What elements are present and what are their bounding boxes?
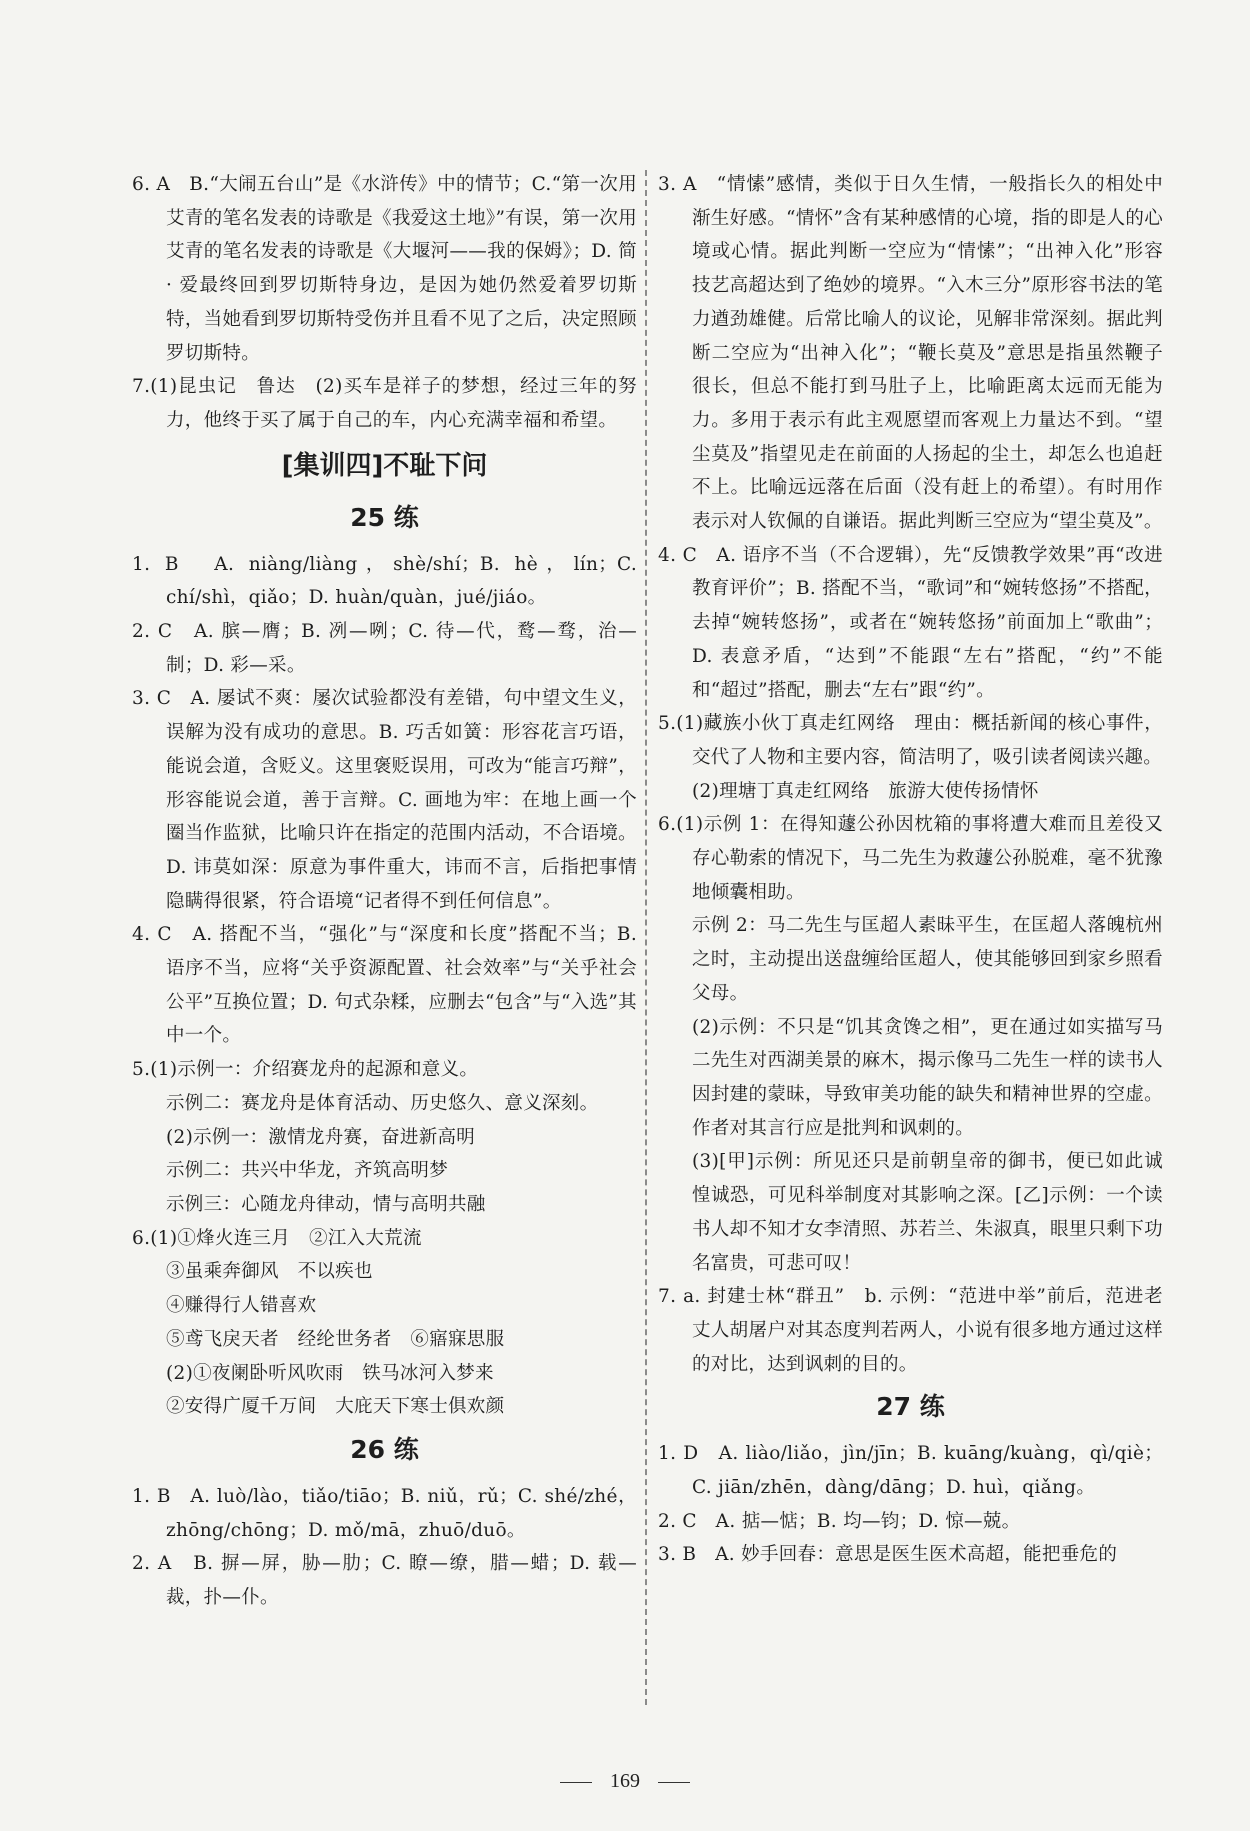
- answer-item: 4. C A. 语序不当（不合逻辑），先“反馈教学效果”再“改进教育评价”；B. 搭配不当，“歌词”和“婉转悠扬”不搭配，去掉“婉转悠扬”，或者在“婉转悠扬”前面加上“歌曲”；D. 表意矛盾，“达到”不能跟“左右”搭配，“约”不能和“超过”搭配，删去“左右”跟“约”。: [658, 544, 1163, 701]
- answer-item: 2. C A. 掂—惦；B. 均—钧；D. 惊—兢。: [658, 1510, 1021, 1532]
- drill-25-title: 25 练: [350, 502, 419, 532]
- answer-subline: 示例二：赛龙舟是体育活动、历史悠久、意义深刻。: [166, 1092, 599, 1114]
- answer-item: 6. A B.“大闹五台山”是《水浒传》中的情节；C.“第一次用艾青的笔名发表的诗歌是《我爱这土地》”有误，第一次用艾青的笔名发表的诗歌是《大堰河——我的保姆》；D. 简 · 爱最终回到罗切斯特身边，是因为她仍然爱着罗切斯特，当她看到罗切斯特受伤并且看不见了之后，决定照顾罗切斯特。: [132, 174, 637, 364]
- answer-item: 2. C A. 膑—膺；B. 冽—咧；C. 待—代，鹜—骛，治—制；D. 彩—采。: [132, 621, 637, 676]
- answer-subline: (2)示例一：激情龙舟赛，奋进新高明: [166, 1126, 476, 1148]
- answer-item: 3. A “情愫”感情，类似于日久生情，一般指长久的相处中渐生好感。“情怀”含有某种感情的心境，指的即是人的心境或心情。据此判断一空应为“情愫”；“出神入化”形容技艺高超达到了绝妙的境界。“入木三分”原形容书法的笔力遒劲雄健。后常比喻人的议论，见解非常深刻。据此判断二空应为“出神入化”；“鞭长莫及”意思是指虽然鞭子很长，但总不能打到马肚子上，比喻距离太远而无能为力。多用于表示有此主观愿望而客观上力量达不到。“望尘莫及”指望见走在前面的人扬起的尘土，却怎么也追赶不上。比喻远远落在后面（没有赶上的希望）。有时用作表示对人钦佩的自谦语。据此判断三空应为“望尘莫及”。: [658, 174, 1163, 533]
- column-divider: [645, 170, 647, 1705]
- drill-27-title: 27 练: [876, 1392, 945, 1422]
- drill-26-title: 26 练: [350, 1434, 419, 1464]
- answer-subline: (2)理塘丁真走红网络 旅游大使传扬情怀: [692, 780, 1039, 802]
- section-title: [集训四]不耻下问: [281, 450, 488, 481]
- answer-item: 2. A B. 摒—屏，胁—肋；C. 瞭—缭，腊—蜡；D. 载—裁，扑—仆。: [132, 1553, 637, 1609]
- right-column: [658, 168, 1163, 1572]
- answer-item: 1. B A. niàng/liàng，shè/shí；B. hè，lín；C. chí/shì，qiǎo；D. huàn/quàn，jué/jiáo。: [132, 553, 637, 609]
- answer-subline: 示例三：心随龙舟律动，情与高明共融: [166, 1193, 486, 1215]
- answer-subline: (2)①夜阑卧听风吹雨 铁马冰河入梦来: [166, 1362, 494, 1384]
- answer-subline: 示例二：共兴中华龙，齐筑高明梦: [166, 1160, 449, 1182]
- answer-item: 7.(1)昆虫记 鲁达 (2)买车是祥子的梦想，经过三年的努力，他终于买了属于自己的车，内心充满幸福和希望。: [132, 376, 637, 431]
- answer-subline: ④赚得行人错喜欢: [166, 1295, 317, 1317]
- answer-item: 3. B A. 妙手回春：意思是医生医术高超，能把垂危的: [658, 1544, 1118, 1566]
- answer-item: 1. B A. luò/lào，tiǎo/tiāo；B. niǔ，rǔ；C. shé/zhé，zhōng/chōng；D. mǒ/mā，zhuō/duō。: [132, 1485, 637, 1541]
- answer-item: 4. C A. 搭配不当，“强化”与“深度和长度”搭配不当；B. 语序不当，应将“关乎资源配置、社会效率”与“关乎社会公平”互换位置；D. 句式杂糅，应删去“包含”与“入选”其中一个。: [132, 924, 637, 1047]
- answer-item: 6.(1)示例 1：在得知蘧公孙因枕箱的事将遭大难而且差役又存心勒索的情况下，马二先生为救蘧公孙脱难，毫不犹豫地倾囊相助。: [658, 814, 1163, 903]
- answer-subline: ⑤鸢飞戾天者 经纶世务者 ⑥寤寐思服: [166, 1328, 505, 1350]
- answer-item: 5.(1)藏族小伙丁真走红网络 理由：概括新闻的核心事件，交代了人物和主要内容，简洁明了，吸引读者阅读兴趣。: [658, 713, 1163, 768]
- answer-subline: 示例 2：马二先生与匡超人素昧平生，在匡超人落魄杭州之时，主动提出送盘缠给匡超人，使其能够回到家乡照看父母。: [692, 915, 1163, 1004]
- footer-dash-left: [560, 1782, 592, 1783]
- footer-dash-right: [658, 1782, 690, 1783]
- answer-item: 5.(1)示例一：介绍赛龙舟的起源和意义。: [132, 1059, 479, 1081]
- answer-subline: (2)示例：不只是“饥其贪馋之相”，更在通过如实描写马二先生对西湖美景的麻木，揭示像马二先生一样的读书人因封建的蒙昧，导致审美功能的缺失和精神世界的空虚。作者对其言行应是批判和讽刺的。: [692, 1016, 1163, 1139]
- answer-item: 3. C A. 屡试不爽：屡次试验都没有差错，句中望文生义，误解为没有成功的意思。B. 巧舌如簧：形容花言巧语，能说会道，含贬义。这里褒贬误用，可改为“能言巧辩”，形容能说会道，善于言辩。C. 画地为牢：在地上画一个圈当作监狱，比喻只许在指定的范围内活动，不合语境。D. 讳莫如深：原意为事件重大，讳而不言，后指把事情隐瞒得很紧，符合语境“记者得不到任何信息”。: [132, 688, 637, 912]
- answer-subline: ②安得广厦千万间 大庇天下寒士俱欢颜: [166, 1396, 505, 1418]
- page-number-footer: [0, 1770, 1250, 1793]
- page-number: 169: [610, 1770, 640, 1792]
- answer-subline: ③虽乘奔御风 不以疾也: [166, 1261, 373, 1283]
- answer-item: 1. D A. liào/liǎo，jìn/jīn；B. kuāng/kuàng，qì/qiè；C. jiān/zhēn，dàng/dāng；D. huì，qiǎng。: [658, 1443, 1163, 1499]
- left-column: [132, 168, 637, 1615]
- answer-item: 6.(1)①烽火连三月 ②江入大荒流: [132, 1227, 422, 1249]
- answer-subline: (3)[甲]示例：所见还只是前朝皇帝的御书，便已如此诚惶诚恐，可见科举制度对其影响之深。[乙]示例：一个读书人却不知才女李清照、苏若兰、朱淑真，眼里只剩下功名富贵，可悲可叹！: [692, 1151, 1163, 1274]
- answer-item: 7. a. 封建士林“群丑” b. 示例：“范进中举”前后，范进老丈人胡屠户对其态度判若两人，小说有很多地方通过这样的对比，达到讽刺的目的。: [658, 1286, 1163, 1375]
